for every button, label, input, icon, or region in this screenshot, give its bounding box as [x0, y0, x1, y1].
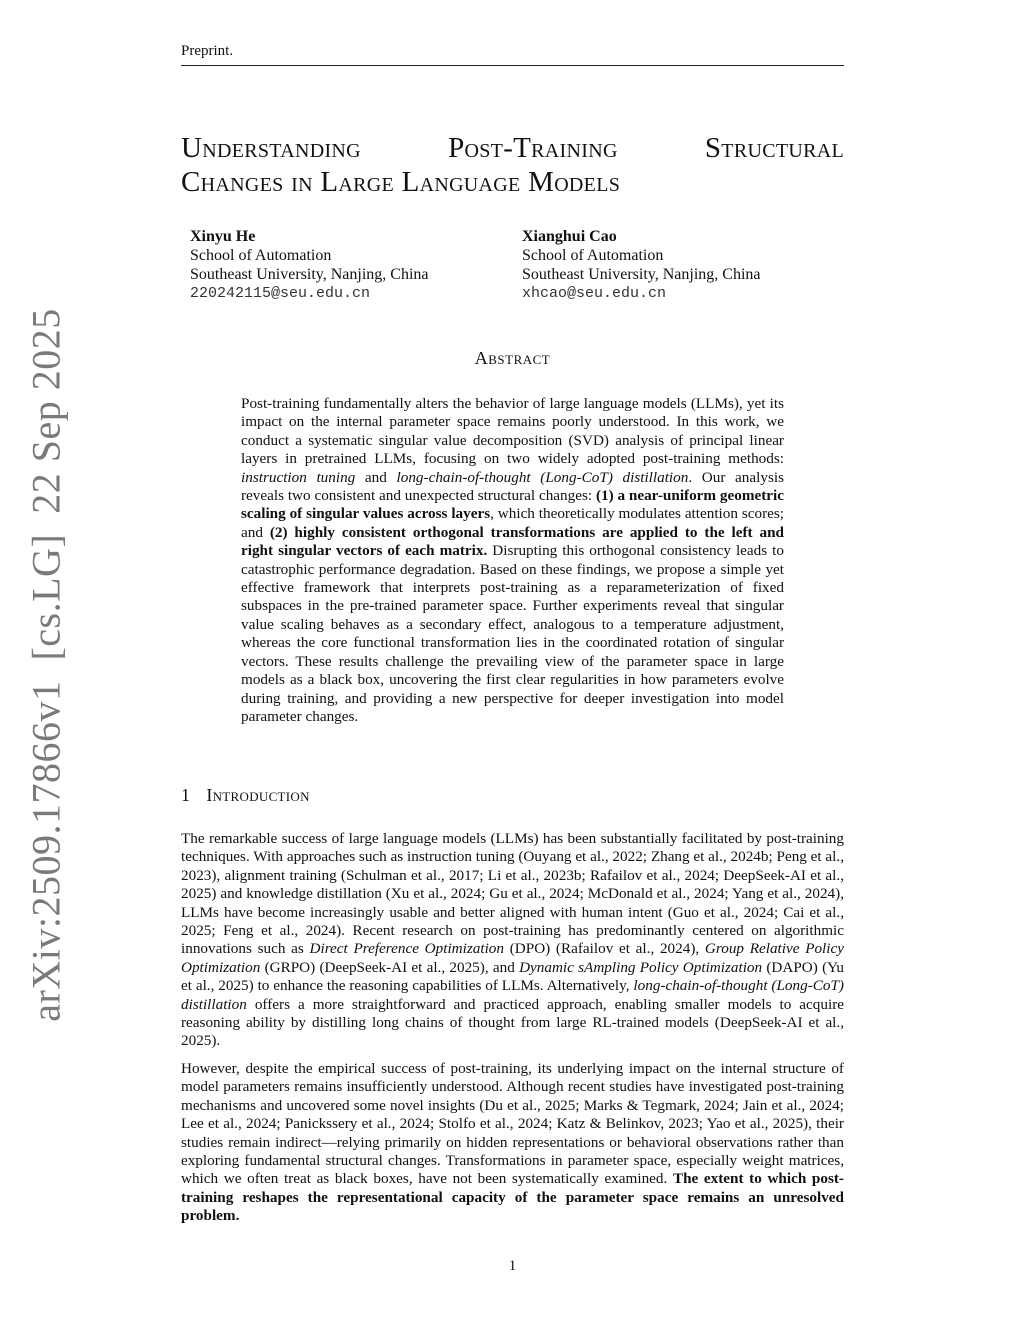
- intro-paragraph-1: [181, 830, 844, 1051]
- paper-title-line-2: Changes in Large Language Models: [181, 166, 621, 198]
- abstract-text: . Our analysis reveals two consistent and unexpected structural changes:: [241, 468, 784, 505]
- author-email[interactable]: xhcao@seu.edu.cn: [522, 285, 667, 302]
- paragraph-text: However, despite the empirical success of post-training, its underlying impact on the internal structure of model parameters remains insufficiently understood. Although recent studies have investigated post-training mechanisms and uncovered some novel insights (Du et al., 2025; Marks & Tegmark, 2024; Jain et al., 2024; Lee et al., 2024; Panickssery et al., 2024; Stolfo et al., 2024; Katz & Belinkov, 2023; Yao et al., 2025), their studies remain indirect—relying primarily on hidden representations or behavioral observations rather than exploring fundamental structural changes. Transformations in parameter space, especially weight matrices, which we often treat as black boxes, have not been systematically examined.: [181, 1060, 844, 1188]
- paragraph-text: The remarkable success of large language models (LLMs) has been substantially facilitated by post-training techniques. With approaches such as instruction tuning (Ouyang et al., 2022; Zhang et al., 2024b; Peng et al., 2023), alignment training (Schulman et al., 2017; Li et al., 2023b; Rafailov et al., 2024; DeepSeek-AI et al., 2025) and knowledge distillation (Xu et al., 2024; Gu et al., 2024; McDonald et al., 2024; Yang et al., 2024), LLMs have become increasingly usable and better aligned with human intent (Guo et al., 2024; Cai et al., 2025; Feng et al., 2024). Recent research on post-training has predominantly centered on algorithmic innovations such as: [181, 830, 844, 958]
- header-rule: [181, 65, 844, 66]
- abstract-emphasis: instruction tuning: [241, 468, 356, 486]
- author-affiliation: Southeast University, Nanjing, China: [190, 266, 429, 283]
- author-name: Xinyu He: [190, 228, 256, 245]
- section-heading: [181, 785, 310, 806]
- paragraph-text: (GRPO) (DeepSeek-AI et al., 2025), and: [260, 958, 520, 976]
- abstract-heading: Abstract: [474, 348, 551, 368]
- abstract-text: and: [355, 468, 397, 486]
- arxiv-id[interactable]: arXiv:2509.17866v1: [23, 680, 69, 1022]
- paragraph-emphasis: Group Relative Policy Optimization: [181, 940, 844, 976]
- paragraph-emphasis: Direct Preference Optimization: [309, 940, 504, 958]
- author-affiliation: Southeast University, Nanjing, China: [522, 266, 761, 283]
- arxiv-side-stamp: [23, 298, 70, 1031]
- running-header: Preprint.: [181, 43, 234, 59]
- abstract-text: , which theoretically modulates attention scores; and: [241, 505, 784, 541]
- paragraph-emphasis: Dynamic sAmpling Policy Optimization: [519, 958, 763, 976]
- abstract-finding-2: (2) highly consistent orthogonal transformations are applied to the left and right singular vectors of each matrix.: [241, 523, 784, 560]
- author-block-2: [522, 227, 761, 303]
- abstract-text: Post-training fundamentally alters the behavior of large language models (LLMs), yet its impact on the internal parameter space remains poorly understood. In this work, we conduct a systematic singular value decomposition (SVD) analysis of principal linear layers in pretrained LLMs, focusing on two widely adopted post-training methods:: [241, 395, 784, 468]
- author-department: School of Automation: [522, 247, 664, 264]
- paper-title-line-1: Understanding Post-Training Structural: [181, 132, 844, 164]
- page-number: 1: [508, 1258, 517, 1274]
- paragraph-text: (DAPO) (Yu et al., 2025) to enhance the reasoning capabilities of LLMs. Alternatively,: [181, 958, 844, 995]
- intro-paragraph-2: [181, 1060, 844, 1226]
- abstract-emphasis: long-chain-of-thought (Long-CoT) distillation: [396, 468, 689, 486]
- arxiv-date: 22 Sep 2025: [23, 308, 69, 514]
- paragraph-text: (DPO) (Rafailov et al., 2024),: [504, 940, 705, 958]
- abstract-finding-1: (1) a near-uniform geometric scaling of singular values across layers: [241, 487, 784, 523]
- abstract-body: [241, 395, 784, 726]
- paragraph-text: offers a more straightforward and practiced approach, enabling smaller models to acquire reasoning ability by distilling long chains of thought from large RL-trained models (DeepSeek-AI et al., 2025).: [181, 995, 844, 1050]
- author-department: School of Automation: [190, 247, 332, 264]
- author-block-1: [190, 227, 429, 303]
- arxiv-category: [cs.LG]: [23, 533, 69, 661]
- section-number: 1: [181, 785, 191, 805]
- abstract-text: Disrupting this orthogonal consistency leads to catastrophic performance degradation. Based on these findings, we propose a simple yet effective framework that interprets post-training as a reparameterization of fixed subspaces in the pre-trained parameter space. Further experiments reveal that singular value scaling behaves as a secondary effect, analogous to a temperature adjustment, whereas the core functional transformation lies in the coordinated rotation of singular vectors. These results challenge the prevailing view of the parameter space in large models as a black box, uncovering the first clear regularities in how parameters evolve during training, and providing a new perspective for deeper investigation into model parameter changes.: [241, 542, 784, 725]
- author-name: Xianghui Cao: [522, 228, 617, 245]
- paragraph-key-statement: The extent to which post-training reshapes the representational capacity of the parameter space remains an unresolved problem.: [181, 1170, 844, 1225]
- paragraph-emphasis: long-chain-of-thought (Long-CoT) distillation: [181, 977, 844, 1013]
- author-email[interactable]: 220242115@seu.edu.cn: [190, 285, 371, 302]
- section-title: Introduction: [206, 785, 310, 805]
